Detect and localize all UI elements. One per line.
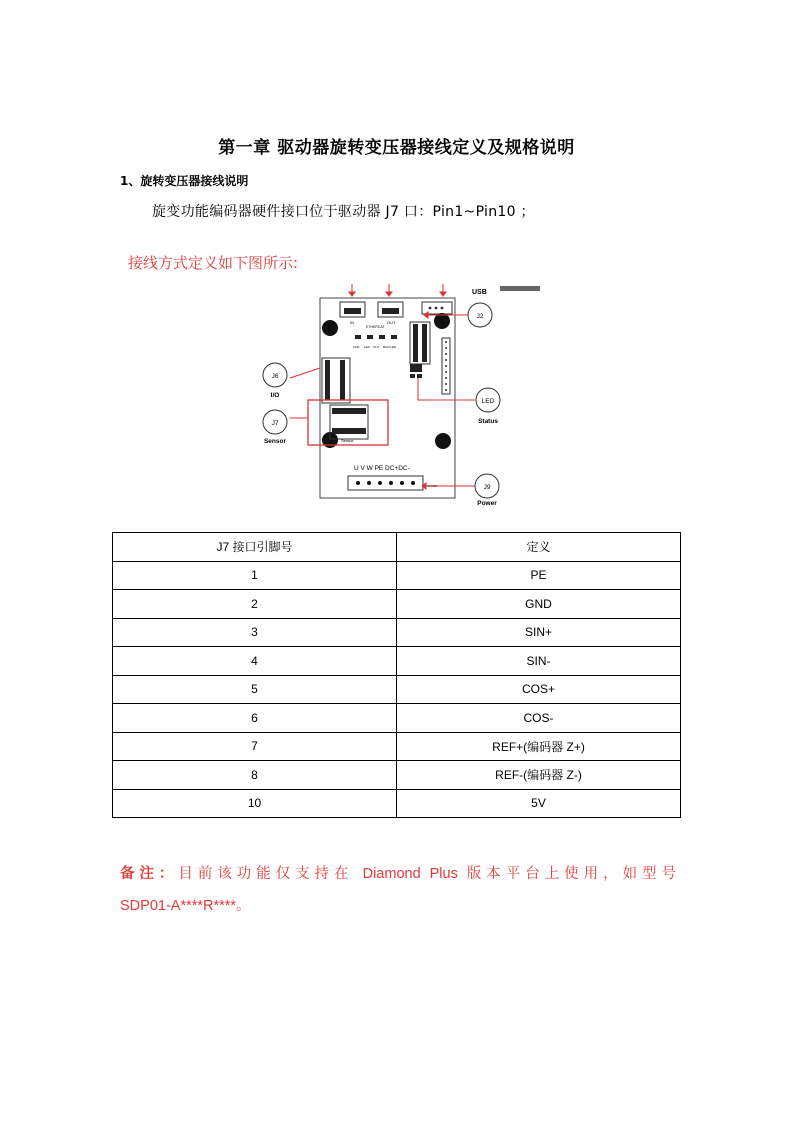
definition-cell: REF-(编码器 Z-)	[397, 761, 681, 790]
pin-cell: 2	[113, 590, 397, 619]
table-row	[113, 761, 681, 790]
mount-hole	[322, 320, 338, 336]
pin-cell: 10	[113, 789, 397, 818]
pin-definition-table	[112, 532, 681, 818]
table-header-row	[113, 533, 681, 562]
top-arrows	[349, 284, 446, 296]
header-definition: 定义	[397, 533, 681, 562]
callout-j2-label: J2	[476, 313, 484, 320]
note-text: 目前该功能仅支持在 Diamond Plus 版本平台上使用，如型号	[178, 866, 676, 882]
wiring-caption: 接线方式定义如下图所示:	[128, 254, 299, 272]
pin-cell: 4	[113, 647, 397, 676]
callout-j7-caption: Sensor	[263, 438, 287, 445]
table-row	[113, 590, 681, 619]
callout-j6-label: J6	[271, 373, 279, 380]
wiring-diagram	[250, 278, 550, 518]
callout-j7-label: J7	[271, 420, 279, 427]
definition-cell: SIN-	[397, 647, 681, 676]
definition-cell: COS+	[397, 675, 681, 704]
definition-cell: REF+(编码器 Z+)	[397, 732, 681, 761]
note-line-1	[120, 858, 676, 890]
callout-led	[476, 388, 500, 425]
header-pin: J7 接口引脚号	[113, 533, 397, 562]
table-row	[113, 618, 681, 647]
label-power-terminals: U V W PE DC+DC-	[354, 465, 410, 472]
label-in: IN	[350, 320, 354, 325]
pin-cell: 6	[113, 704, 397, 733]
note-line-2: SDP01-A****R****。	[120, 898, 251, 914]
mount-hole	[435, 433, 451, 449]
label-power-board: POWER	[426, 484, 438, 488]
label-led: LED	[364, 345, 370, 349]
page-title: 第一章 驱动器旋转变压器接线定义及规格说明	[218, 138, 575, 158]
usb-label: USB	[472, 289, 487, 296]
pin-cell: 3	[113, 618, 397, 647]
callout-j2	[468, 303, 492, 327]
callout-j9-caption: Power	[477, 500, 497, 507]
callout-j6-caption: I/O	[270, 392, 280, 399]
pin-cell: 5	[113, 675, 397, 704]
table-row	[113, 704, 681, 733]
note-label: 备注：	[120, 866, 179, 882]
definition-cell: PE	[397, 561, 681, 590]
label-run-led: RUN LED	[383, 345, 397, 349]
definition-cell: 5V	[397, 789, 681, 818]
table-row	[113, 675, 681, 704]
callout-j9	[475, 474, 499, 507]
pin-cell: 8	[113, 761, 397, 790]
status-led-chip	[410, 364, 422, 372]
section-heading: 1、旋转变压器接线说明	[120, 174, 249, 188]
definition-cell: COS-	[397, 704, 681, 733]
definition-cell: SIN+	[397, 618, 681, 647]
table-row	[113, 647, 681, 676]
callout-j6	[263, 363, 287, 399]
callout-j7	[263, 410, 287, 445]
label-out2: OUT	[373, 345, 380, 349]
callout-led-label: LED	[481, 398, 495, 405]
table-row	[113, 789, 681, 818]
definition-cell: GND	[397, 590, 681, 619]
table-row	[113, 561, 681, 590]
label-sensor-board: Sensor	[341, 438, 354, 443]
callout-j9-label: J9	[483, 484, 491, 491]
usb-connector	[500, 286, 540, 291]
table-row	[113, 732, 681, 761]
intro-paragraph: 旋变功能编码器硬件接口位于驱动器 J7 口：Pin1~Pin10 ；	[152, 204, 535, 220]
label-ethercat: ETHERCAT	[366, 325, 385, 329]
pin-cell: 7	[113, 732, 397, 761]
pin-cell: 1	[113, 561, 397, 590]
callout-led-caption: Status	[478, 418, 498, 425]
label-link: LINK	[353, 345, 360, 349]
label-out: OUT	[387, 320, 396, 325]
